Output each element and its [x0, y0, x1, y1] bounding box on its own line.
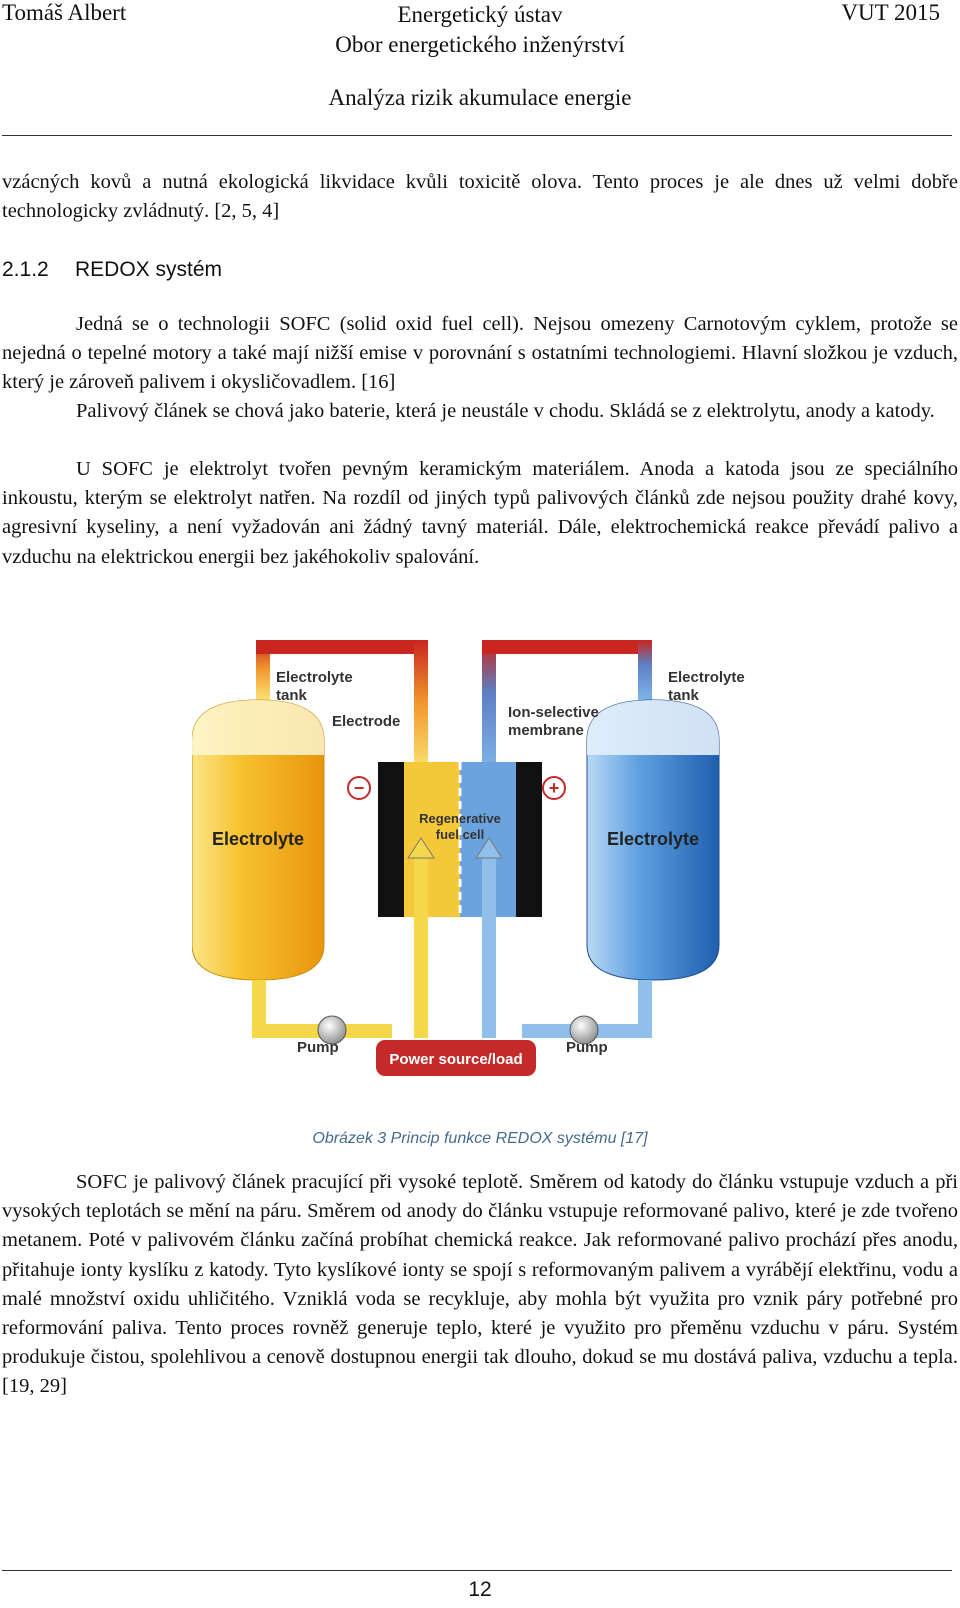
- section-heading: [2, 258, 222, 282]
- label-cell-2: fuel cell: [435, 827, 485, 842]
- label-electrode: Electrode: [332, 713, 401, 730]
- section-title: REDOX systém: [75, 258, 223, 281]
- paragraph-1: Jedná se o technologii SOFC (solid oxid fuel cell). Nejsou omezeny Carnotovým cyklem, protože se nejedná o tepelné motory a také mají nižší emise v porovnání s ostatními technologiemi. Hlavní složkou je vzduch, který je zároveň palivem i okysličovadlem. [16]: [2, 313, 958, 394]
- header-institute: [0, 0, 960, 60]
- footer-divider: [2, 1570, 952, 1571]
- page-header: [0, 0, 960, 120]
- header-school-year: VUT 2015: [841, 0, 940, 25]
- label-tank-right-1: Electrolyte: [668, 669, 745, 686]
- label-pump-left: Pump: [297, 1039, 339, 1056]
- redox-figure: [192, 640, 772, 1110]
- header-author: Tomáš Albert: [2, 0, 127, 25]
- paragraph-3: U SOFC je elektrolyt tvořen pevným keramickým materiálem. Anoda a katoda jsou ze speciálního inkoustu, kterým se elektrolyt natřen. Na rozdíl od jiných typů palivových článků zde nejsou použity drahé kovy, agresivní kyseliny, a není vyžadován ani žádný tavný materiál. Dále, elektrochemická reakce převádí palivo a vzduchu na elektrickou energii bez jakéhokoliv spalování.: [2, 458, 958, 568]
- header-department: Obor energetického inženýrství: [335, 32, 625, 57]
- label-plus: +: [548, 778, 560, 798]
- figure-caption: Obrázek 3 Princip funkce REDOX systému [17]: [312, 1130, 648, 1147]
- power-source-box: [376, 1040, 536, 1076]
- label-tank-right-2: tank: [668, 687, 699, 704]
- header-divider: [2, 135, 952, 136]
- label-electrolyte-left: Electrolyte: [211, 829, 305, 849]
- label-membrane-2: membrane: [508, 722, 584, 739]
- paragraph-intro: vzácných kovů a nutná ekologická likvidace kvůli toxicitě olova. Tento proces je ale dnes už velmi dobře technologicky zvládnutý. [2, 5, 4]: [2, 171, 958, 223]
- label-minus: −: [353, 778, 365, 798]
- header-title: Analýza rizik akumulace energie: [328, 85, 632, 110]
- label-electrolyte-right: Electrolyte: [606, 829, 700, 849]
- label-cell-1: Regenerative: [419, 811, 501, 826]
- page-number: 12: [468, 1578, 492, 1601]
- label-tank-left-1: Electrolyte: [276, 669, 353, 686]
- section-number: 2.1.2: [2, 258, 49, 281]
- header-institute-name: Energetický ústav: [397, 2, 563, 27]
- label-power: Power source/load: [389, 1051, 523, 1068]
- paragraph-2: Palivový článek se chová jako baterie, která je neustále v chodu. Skládá se z elektrolytu, anody a katody.: [76, 400, 935, 422]
- paragraph-4: SOFC je palivový článek pracující při vysoké teplotě. Směrem od katody do článku vstupuje vzduch a při vysokých teplotách se mění na páru. Směrem od anody do článku vstupuje reformované palivo, které je zde tvořeno metanem. Poté v palivovém článku začíná probíhat chemická reakce. Jak reformované palivo prochází přes anodu, přitahuje ionty kyslíku z katody. Tyto kyslíkové ionty se spojí s reformovaným palivem a vyrábějí elektřinu, vodu a malé množství oxidu uhličitého. Vzniklá voda se recykluje, aby mohla být využita pro vznik páry potřebné pro reformování paliva. Tento proces rovněž generuje teplo, které je využito pro přeměnu vzduchu v páru. Systém produkuje čistou, spolehlivou a cenově dostupnou energii tak dlouho, dokud se mu dostává paliva, vzduchu a tepla.[19, 29]: [2, 1171, 958, 1398]
- label-membrane-1: Ion-selective: [508, 704, 599, 721]
- redox-diagram: [192, 640, 772, 1110]
- label-pump-right: Pump: [566, 1039, 608, 1056]
- label-tank-left-2: tank: [276, 687, 307, 704]
